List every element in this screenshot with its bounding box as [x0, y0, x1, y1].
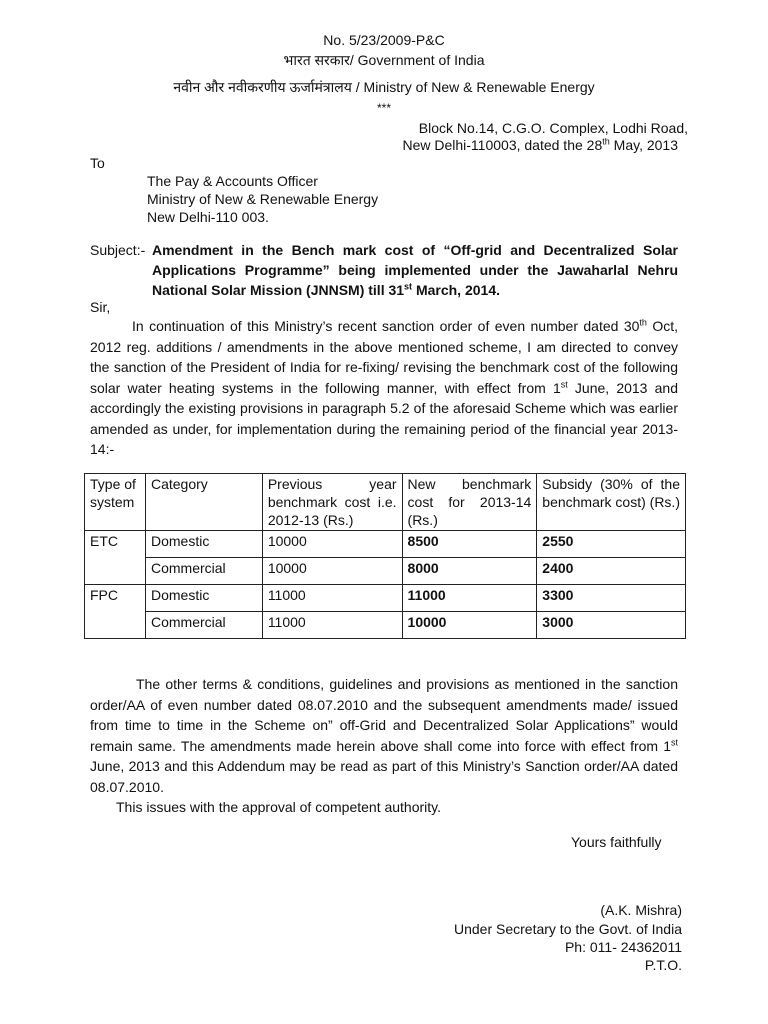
- cell-subsidy: 3300: [537, 585, 686, 612]
- body-paragraph: In continuation of this Ministry’s recent sanction order of even number dated 30th Oct, 2012 reg. additions / amendments in the above mentioned scheme, I am directed to convey the sanction of the President of India for re-fixing/ revising the benchmark cost of the following solar water heating systems in the following manner, with effect from 1st June, 2013 and accordingly the existing provisions in paragraph 5.2 of the aforesaid Scheme which was earlier amended as under, for implementation during the remaining period of the financial year 2013-14:-: [90, 317, 678, 457]
- file-number: No. 5/23/2009-P&C: [323, 32, 445, 48]
- cell-category: Commercial: [145, 558, 262, 585]
- table-row: [85, 558, 686, 585]
- cell-previous: 11000: [262, 612, 402, 639]
- benchmark-table: [84, 473, 686, 639]
- cell-previous: 10000: [262, 558, 402, 585]
- header-new: New benchmark cost for 2013-14 (Rs.): [402, 474, 537, 531]
- header-previous: Previous year benchmark cost i.e. 2012-13 (Rs.): [262, 474, 402, 531]
- cell-type: ETC: [85, 531, 146, 585]
- ministry-line: नवीन और नवीकरणीय ऊर्जामंत्रालय / Ministry of New & Renewable Energy: [173, 79, 595, 95]
- cell-new: 8000: [402, 558, 537, 585]
- cell-subsidy: 2400: [537, 558, 686, 585]
- pto-note: P.T.O.: [644, 957, 682, 973]
- cell-subsidy: 3000: [537, 612, 686, 639]
- cell-type: FPC: [85, 585, 146, 639]
- table-row: [85, 531, 686, 558]
- header-category: Category: [145, 474, 262, 531]
- cell-new: 10000: [402, 612, 537, 639]
- cell-category: Domestic: [145, 531, 262, 558]
- table-header-row: [85, 474, 686, 531]
- header-subsidy: Subsidy (30% of the benchmark cost) (Rs.): [537, 474, 686, 531]
- cell-new: 11000: [402, 585, 537, 612]
- cell-category: Commercial: [145, 612, 262, 639]
- table-row: [85, 585, 686, 612]
- signatory-designation: Under Secretary to the Govt. of India: [453, 921, 682, 937]
- signatory-name: (A.K. Mishra): [600, 902, 682, 918]
- subject-text: Amendment in the Bench mark cost of “Off-grid and Decentralized Solar Applications Programme” being implemented under the Jawaharlal Nehru National Solar Mission (JNNSM) till 31st March, 2014.: [152, 242, 678, 298]
- cell-previous: 11000: [262, 585, 402, 612]
- closing-paragraph: The other terms & conditions, guidelines and provisions as mentioned in the sanction order/AA of even number dated 08.07.2010 and the subsequent amendments made/ issued from time to time in the Scheme on” off-Grid and Decentralized Solar Applications” would remain same. The amendments made herein above shall come into force with effect from 1st June, 2013 and this Addendum may be read as part of this Ministry’s Sanction order/AA dated 08.07.2010.: [90, 676, 678, 795]
- signatory-phone: Ph: 011- 24362011: [564, 939, 682, 955]
- to-label: To: [90, 155, 105, 171]
- approval-line: This issues with the approval of competent authority.: [116, 799, 442, 815]
- recipient-line-1: The Pay & Accounts Officer: [147, 173, 318, 189]
- cell-previous: 10000: [262, 531, 402, 558]
- cell-new: 8500: [402, 531, 537, 558]
- subject-label: Subject:-: [90, 242, 146, 258]
- cell-subsidy: 2550: [537, 531, 686, 558]
- government-line: भारत सरकार/ Government of India: [283, 52, 485, 68]
- salutation: Sir,: [90, 299, 111, 315]
- address-line-2: New Delhi-110003, dated the 28th May, 2013: [402, 136, 678, 153]
- recipient-line-3: New Delhi-110 003.: [147, 209, 269, 225]
- separator-stars: ***: [376, 101, 391, 115]
- recipient-line-2: Ministry of New & Renewable Energy: [147, 191, 379, 207]
- table-row: [85, 612, 686, 639]
- signoff: Yours faithfully: [571, 834, 662, 850]
- address-line-1: Block No.14, C.G.O. Complex, Lodhi Road,: [418, 120, 688, 136]
- cell-category: Domestic: [145, 585, 262, 612]
- header-type: Type of system: [85, 474, 146, 531]
